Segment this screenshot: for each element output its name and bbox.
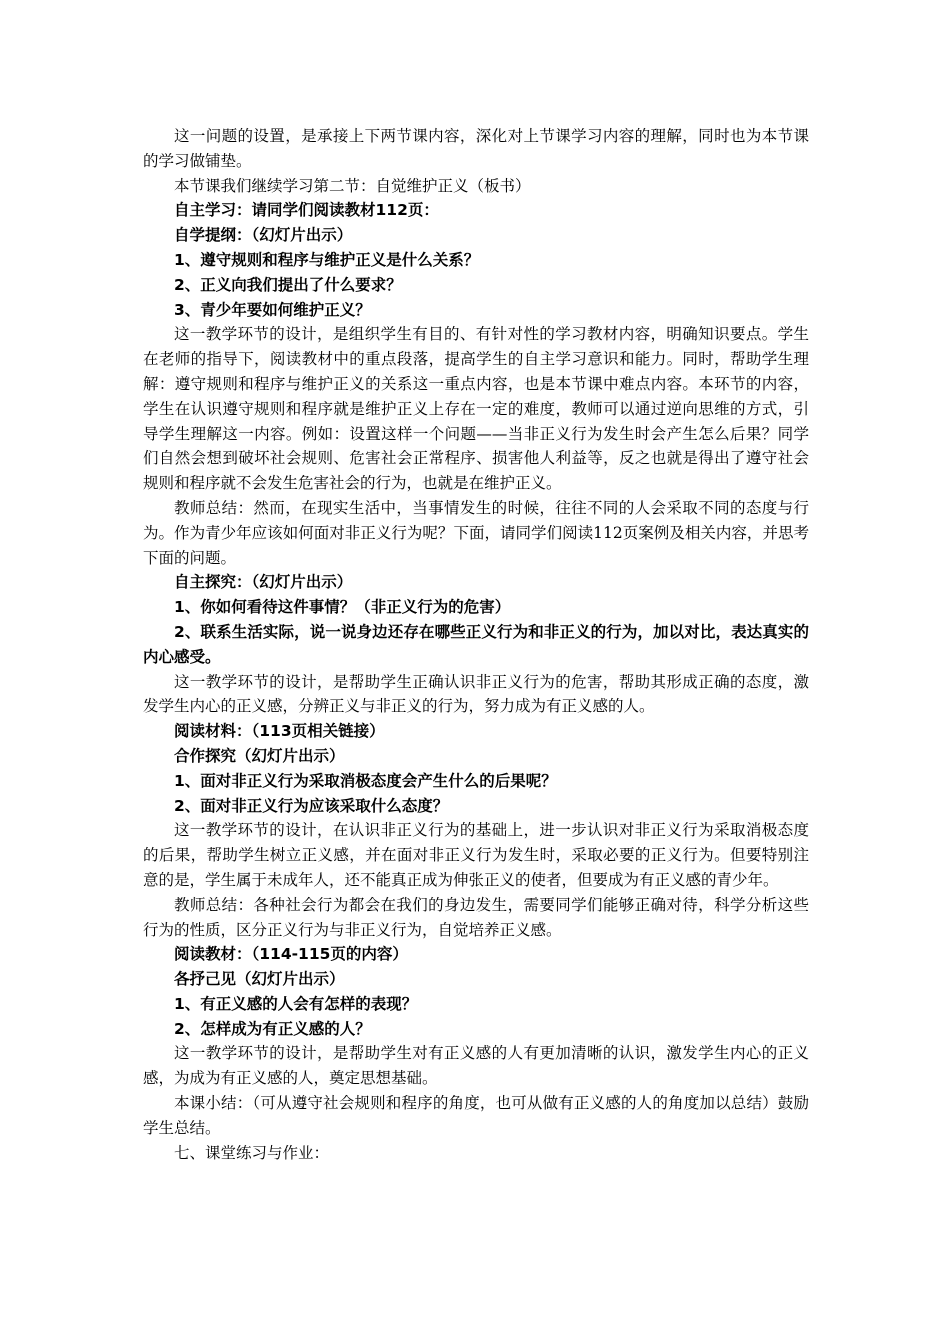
question-item: 2、正义向我们提出了什么要求？: [174, 275, 402, 294]
bold-heading: 自学提纲：（幻灯片出示）: [174, 226, 353, 245]
question-item: 3、青少年要如何维护正义？: [174, 300, 371, 319]
bold-heading: 自主探究：（幻灯片出示）: [174, 573, 353, 592]
question-item: 2、怎样成为有正义感的人？: [174, 1019, 371, 1038]
paragraph: 教师总结：各种社会行为都会在我们的身边发生，需要同学们能够正确对待，科学分析这些行为的性质，区分正义行为与非正义行为，自觉培养正义感。: [143, 895, 809, 939]
question-item: 2、联系生活实际，说一说身边还存在哪些正义行为和非正义的行为，加以对比，表达真实的内心感受。: [143, 622, 809, 666]
question-item: 1、有正义感的人会有怎样的表现？: [174, 994, 418, 1013]
document-body: [143, 124, 809, 1165]
paragraph: 这一教学环节的设计，在认识非正义行为的基础上，进一步认识对非正义行为采取消极态度的后果，帮助学生树立正义感，并在面对非正义行为发生时，采取必要的正义行为。但要特别注意的是，学生属于未成年人，还不能真正成为伸张正义的使者，但要成为有正义感的青少年。: [143, 821, 809, 889]
question-item: 1、面对非正义行为采取消极态度会产生什么的后果呢？: [174, 771, 557, 790]
paragraph: 本节课我们继续学习第二节：自觉维护正义（板书）: [174, 176, 531, 195]
bold-heading: 阅读材料：（113页相关链接）: [174, 722, 385, 741]
section-heading: 七、课堂练习与作业：: [174, 1143, 330, 1162]
paragraph: 这一教学环节的设计，是帮助学生正确认识非正义行为的危害，帮助其形成正确的态度，激发学生内心的正义感，分辨正义与非正义的行为，努力成为有正义感的人。: [143, 672, 809, 716]
question-item: 1、你如何看待这件事情？（非正义行为的危害）: [174, 598, 511, 617]
bold-heading: 合作探究（幻灯片出示）: [174, 746, 345, 765]
paragraph: 这一教学环节的设计，是帮助学生对有正义感的人有更加清晰的认识，激发学生内心的正义感，为成为有正义感的人，奠定思想基础。: [143, 1044, 809, 1088]
paragraph: 这一问题的设置，是承接上下两节课内容，深化对上节课学习内容的理解，同时也为本节课的学习做铺垫。: [143, 127, 809, 170]
bold-heading: 阅读教材：（114-115页的内容）: [174, 945, 408, 964]
bold-heading: 自主学习：请同学们阅读教材112页：: [174, 201, 439, 220]
paragraph: 本课小结：（可从遵守社会规则和程序的角度，也可从做有正义感的人的角度加以总结）鼓励学生总结。: [143, 1094, 809, 1137]
question-item: 1、遵守规则和程序与维护正义是什么关系？: [174, 250, 480, 269]
paragraph: 教师总结：然而，在现实生活中，当事情发生的时候，往往不同的人会采取不同的态度与行为。作为青少年应该如何面对非正义行为呢？下面，请同学们阅读112页案例及相关内容，并思考下面的问题。: [143, 498, 809, 567]
question-item: 2、面对非正义行为应该采取什么态度？: [174, 796, 449, 815]
bold-heading: 各抒己见（幻灯片出示）: [174, 970, 345, 989]
paragraph: 这一教学环节的设计，是组织学生有目的、有针对性的学习教材内容，明确知识要点。学生在老师的指导下，阅读教材中的重点段落，提高学生的自主学习意识和能力。同时，帮助学生理解：遵守规则和程序与维护正义的关系这一重点内容，也是本节课中难点内容。本环节的内容，学生在认识遵守规则和程序就是维护正义上存在一定的难度，教师可以通过逆向思维的方式，引导学生理解这一内容。例如：设置这样一个问题——当非正义行为发生时会产生怎么后果？同学们自然会想到破坏社会规则、危害社会正常程序、损害他人利益等，反之也就是得出了遵守社会规则和程序就不会发生危害社会的行为，也就是在维护正义。: [143, 325, 809, 493]
